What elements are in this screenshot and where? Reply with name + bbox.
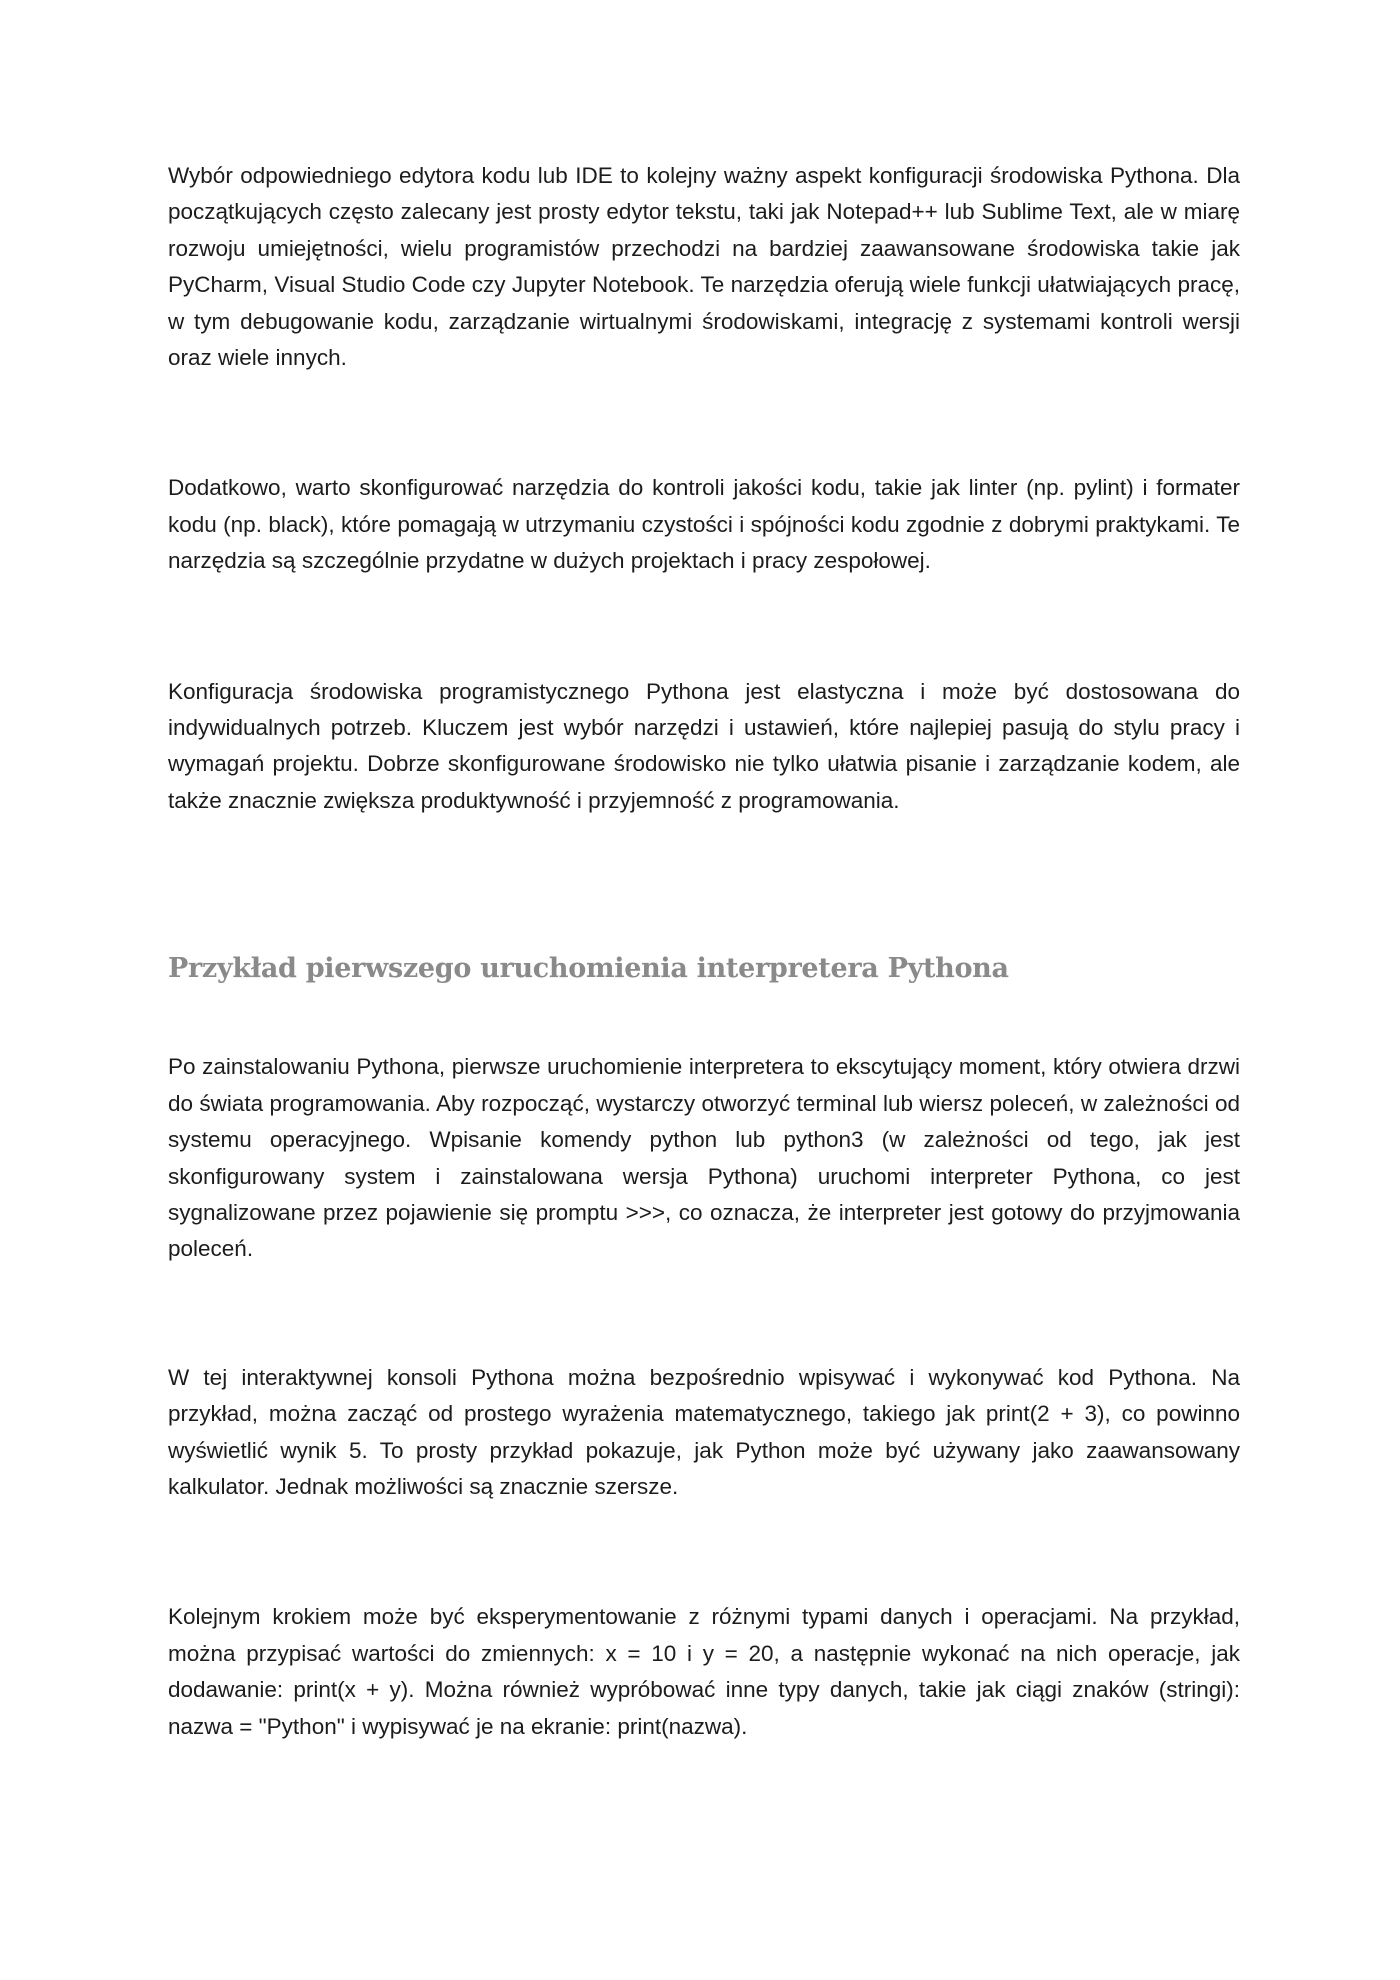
heading-spacer xyxy=(168,989,1240,1049)
section-spacer xyxy=(168,819,1240,949)
paragraph-environment-configuration: Konfiguracja środowiska programistycznego Pythona jest elastyczna i może być dostosowana do indywidualnych potrzeb. Kluczem jest wybór narzędzi i ustawień, które najlepiej pasują do stylu pracy i wymagań projektu. Dobrze skonfigurowane środowisko nie tylko ułatwia pisanie i zarządzanie kodem, ale także znacznie zwiększa produktywność i przyjemność z programowania. xyxy=(168,678,1240,813)
paragraph-first-interpreter-run: Po zainstalowaniu Pythona, pierwsze uruchomienie interpretera to ekscytujący moment, który otwiera drzwi do świata programowania. Aby rozpocząć, wystarczy otworzyć terminal lub wiersz poleceń, w zależności od systemu operacyjnego. Wpisanie komendy python lub python3 (w zależności od tego, jak jest skonfigurowany system i zainstalowana wersja Pythona) uruchomi interpreter Pythona, co jest sygnalizowane przez pojawienie się promptu >>>, co oznacza, że interpreter jest gotowy do przyjmowania poleceń. xyxy=(168,1054,1240,1262)
paragraph-spacer xyxy=(168,580,1240,674)
paragraph-spacer xyxy=(168,1268,1240,1360)
paragraph-data-types-experiments: Kolejnym krokiem może być eksperymentowanie z różnymi typami danych i operacjami. Na przykład, można przypisać wartości do zmiennych: x = 10 i y = 20, a następnie wykonać na nich operacje, jak dodawanie: print(x + y). Można również wypróbować inne typy danych, takie jak ciągi znaków (stringi): nazwa = "Python" i wypisywać je na ekranie: print(nazwa). xyxy=(168,1604,1240,1739)
paragraph-spacer xyxy=(168,376,1240,470)
document-body xyxy=(168,158,1240,1745)
paragraph-interactive-console: W tej interaktywnej konsoli Pythona można bezpośrednio wpisywać i wykonywać kod Pythona. Na przykład, można zacząć od prostego wyrażenia matematycznego, takiego jak print(2 + 3), co powinno wyświetlić wynik 5. To prosty przykład pokazuje, jak Python może być używany jako zaawansowany kalkulator. Jednak możliwości są znacznie szersze. xyxy=(168,1364,1240,1499)
paragraph-editor-choice: Wybór odpowiedniego edytora kodu lub IDE to kolejny ważny aspekt konfiguracji środowiska Pythona. Dla początkujących często zalecany jest prosty edytor tekstu, taki jak Notepad++ lub Sublime Text, ale w miarę rozwoju umiejętności, wielu programistów przechodzi na bardziej zaawansowane środowiska takie jak PyCharm, Visual Studio Code czy Jupyter Notebook. Te narzędzia oferują wiele funkcji ułatwiających pracę, w tym debugowanie kodu, zarządzanie wirtualnymi środowiskami, integrację z systemami kontroli wersji oraz wiele innych. xyxy=(168,163,1240,371)
paragraph-code-quality-tools: Dodatkowo, warto skonfigurować narzędzia do kontroli jakości kodu, takie jak linter (np. pylint) i formater kodu (np. black), które pomagają w utrzymaniu czystości i spójności kodu zgodnie z dobrymi praktykami. Te narzędzia są szczególnie przydatne w dużych projektach i pracy zespołowej. xyxy=(168,475,1240,574)
section-heading: Przykład pierwszego uruchomienia interpretera Pythona xyxy=(168,953,1009,985)
paragraph-spacer xyxy=(168,1505,1240,1599)
